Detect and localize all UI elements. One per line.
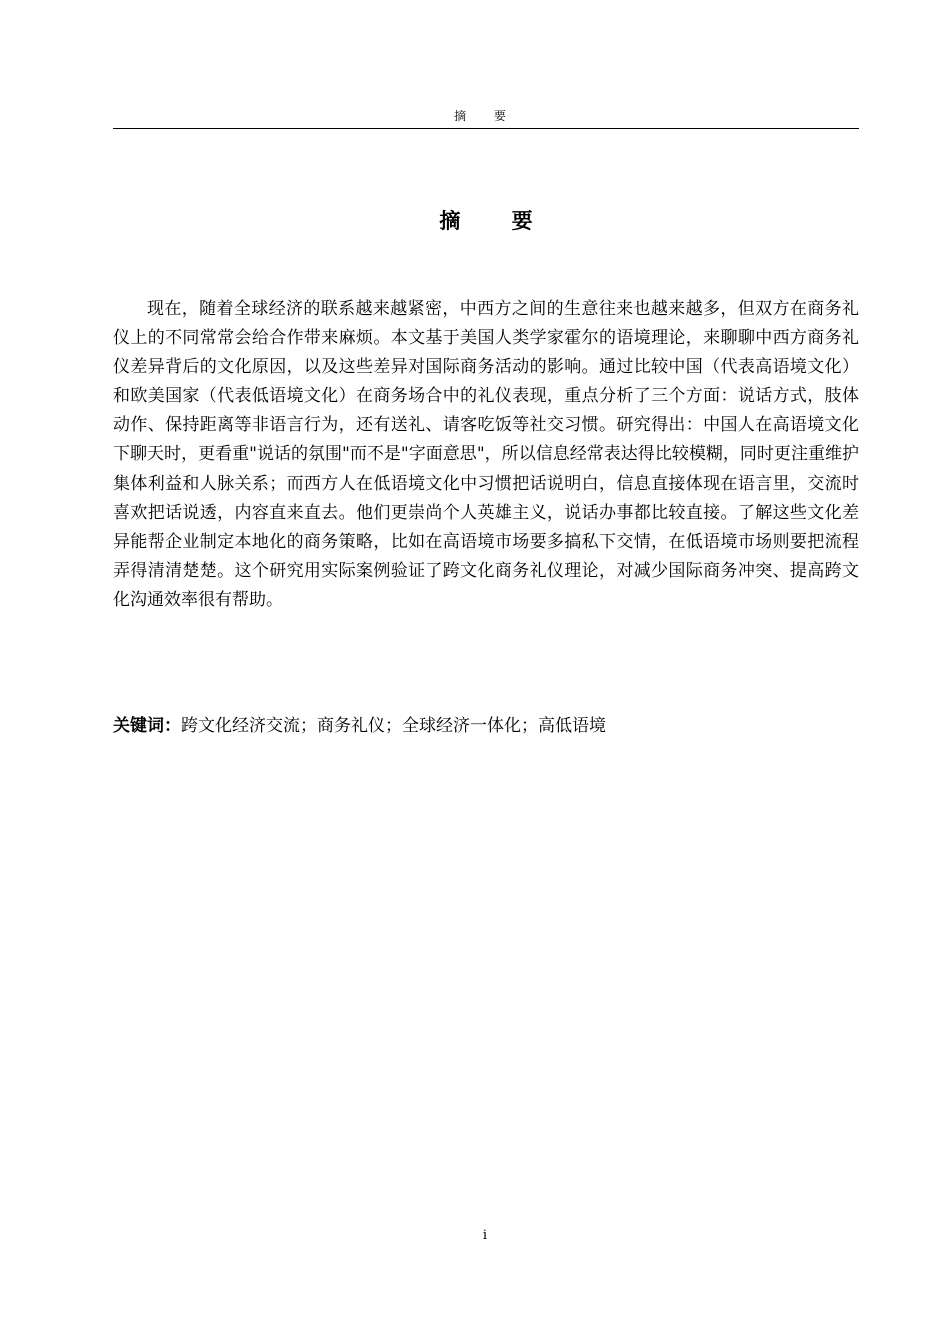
- keywords-label: 关键词：: [113, 716, 181, 736]
- page-title: 摘 要: [439, 208, 555, 233]
- keywords-line: [113, 711, 859, 741]
- page-number: i: [482, 1228, 488, 1243]
- running-header: 摘 要: [454, 109, 518, 123]
- abstract-body: 现在，随着全球经济的联系越来越紧密，中西方之间的生意往来也越来越多，但双方在商务礼仪上的不同常常会给合作带来麻烦。本文基于美国人类学家霍尔的语境理论，来聊聊中西方商务礼仪差异背后的文化原因，以及这些差异对国际商务活动的影响。通过比较中国（代表高语境文化）和欧美国家（代表低语境文化）在商务场合中的礼仪表现，重点分析了三个方面：说话方式，肢体动作、保持距离等非语言行为，还有送礼、请客吃饭等社交习惯。研究得出：中国人在高语境文化下聊天时，更看重"说话的氛围"而不是"字面意思"，所以信息经常表达得比较模糊，同时更注重维护集体利益和人脉关系；而西方人在低语境文化中习惯把话说明白，信息直接体现在语言里，交流时喜欢把话说透，内容直来直去。他们更崇尚个人英雄主义，说话办事都比较直接。了解这些文化差异能帮企业制定本地化的商务策略，比如在高语境市场要多搞私下交情，在低语境市场则要把流程弄得清清楚楚。这个研究用实际案例验证了跨文化商务礼仪理论，对减少国际商务冲突、提高跨文化沟通效率很有帮助。: [113, 299, 859, 610]
- keywords-text: 跨文化经济交流；商务礼仪；全球经济一体化；高低语境: [181, 716, 606, 736]
- header-rule: [113, 128, 859, 129]
